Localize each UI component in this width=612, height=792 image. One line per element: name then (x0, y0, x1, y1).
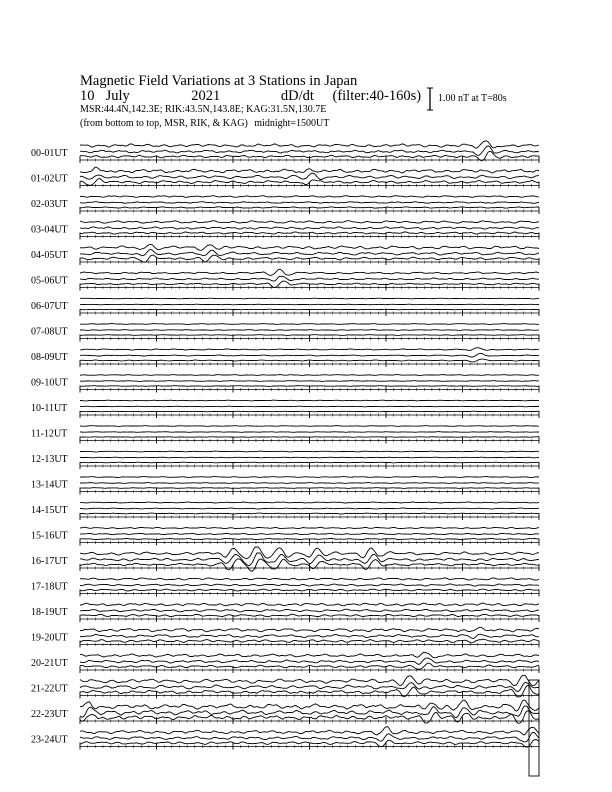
station-trace-kag (80, 196, 539, 198)
hour-label: 09-10UT (31, 377, 68, 389)
station-trace-rik (80, 406, 539, 407)
axis-ticks (80, 258, 539, 265)
axis-ticks (80, 309, 539, 316)
station-trace-rik (80, 483, 539, 484)
station-trace-kag (80, 269, 539, 275)
station-trace-kag (80, 603, 539, 606)
station-trace-kag (80, 167, 539, 173)
hour-row (31, 269, 539, 290)
station-trace-rik (80, 304, 539, 305)
chart-title: Magnetic Field Variations at 3 Stations in Japan (80, 73, 358, 89)
station-trace-rik (80, 227, 539, 230)
date-month: July (105, 88, 130, 104)
station-trace-rik (80, 609, 539, 612)
hour-label: 04-05UT (31, 250, 68, 261)
station-trace-kag (80, 547, 539, 559)
station-trace-rik (80, 202, 539, 204)
station-trace-kag (80, 502, 539, 503)
hour-label: 05-06UT (31, 275, 68, 287)
hour-row (31, 451, 539, 469)
axis-ticks (80, 717, 539, 724)
hour-row (31, 244, 539, 265)
axis-ticks (80, 513, 539, 520)
scale-label: 1.00 nT at T=80s (438, 93, 507, 104)
hour-label: 01-02UT (31, 173, 68, 185)
station-trace-kag (80, 141, 539, 148)
component-label: dD/dt (280, 88, 314, 104)
hour-label: 14-15UT (31, 505, 68, 516)
station-trace-kag (80, 578, 539, 580)
station-trace-kag (80, 221, 539, 224)
hour-label: 16-17UT (31, 556, 68, 567)
midnight-note: midnight=1500UT (254, 118, 330, 129)
station-trace-kag (80, 652, 539, 657)
station-trace-rik (80, 276, 539, 281)
date-year: 2021 (191, 88, 221, 104)
hour-label: 23-24UT (31, 734, 68, 746)
hour-row (31, 221, 539, 240)
station-trace-rik (80, 533, 539, 534)
station-trace-kag (80, 675, 539, 685)
station-trace-kag (80, 244, 539, 250)
hour-label: 03-04UT (31, 224, 68, 236)
hour-row (31, 727, 539, 750)
station-trace-rik (80, 173, 539, 179)
station-trace-kag (80, 348, 539, 351)
hour-row (31, 400, 539, 418)
hour-row (31, 547, 539, 571)
station-trace-rik (80, 249, 539, 255)
hour-label: 12-13UT (31, 454, 68, 465)
station-trace-rik (80, 353, 539, 357)
axis-ticks (80, 284, 539, 291)
hour-label: 18-19UT (31, 607, 68, 618)
hour-label: 22-23UT (31, 709, 68, 720)
hour-row (31, 603, 539, 622)
hour-row (31, 652, 539, 673)
scale-bar (427, 88, 433, 110)
hour-label: 10-11UT (31, 403, 68, 414)
station-trace-kag (80, 400, 539, 401)
axis-ticks (80, 590, 539, 597)
hour-label: 17-18UT (31, 581, 68, 593)
hour-label: 20-21UT (31, 658, 68, 669)
hour-label: 19-20UT (31, 632, 68, 644)
station-coordinates: MSR:44.4N,142.3E; RIK:43.5N,143.8E; KAG:31.5N,130.7E (80, 104, 327, 115)
hour-row (31, 700, 539, 724)
hour-row (31, 298, 539, 316)
station-trace-kag (80, 426, 539, 427)
hour-label: 00-01UT (31, 148, 68, 159)
station-trace-kag (80, 627, 539, 632)
station-trace-rik (80, 584, 539, 586)
hour-label: 08-09UT (31, 352, 68, 363)
axis-ticks (80, 692, 539, 699)
hour-row (31, 348, 539, 367)
hour-row (31, 141, 539, 163)
station-trace-kag (80, 477, 539, 478)
axis-ticks (80, 462, 539, 469)
station-trace-kag (80, 451, 539, 452)
hour-row (31, 578, 539, 597)
hour-row (31, 477, 539, 495)
station-trace-rik (80, 508, 539, 509)
order-note: (from bottom to top, MSR, RIK, & KAG) (80, 118, 248, 129)
station-trace-rik (80, 553, 539, 566)
station-trace-rik (80, 432, 539, 433)
station-trace-kag (80, 700, 539, 711)
station-trace-kag (80, 727, 539, 736)
hour-row (31, 426, 539, 444)
station-trace-rik (80, 732, 539, 742)
hour-label: 06-07UT (31, 301, 68, 312)
hour-row (31, 502, 539, 520)
axis-ticks (80, 641, 539, 648)
axis-ticks (80, 488, 539, 495)
hour-row (31, 196, 539, 214)
hour-label: 07-08UT (31, 326, 68, 338)
station-trace-kag (80, 527, 539, 529)
hour-row (31, 527, 539, 545)
station-trace-kag (80, 298, 539, 299)
hour-rows (31, 141, 539, 750)
station-trace-rik (80, 330, 539, 331)
hour-row (31, 675, 539, 698)
hour-label: 15-16UT (31, 530, 68, 542)
station-trace-rik (80, 381, 539, 382)
hour-label: 21-22UT (31, 683, 68, 695)
hour-label: 13-14UT (31, 479, 68, 491)
hour-label: 02-03UT (31, 199, 68, 210)
station-trace-rik (80, 658, 539, 664)
hour-row (31, 167, 539, 188)
hour-row (31, 324, 539, 342)
station-trace-kag (80, 375, 539, 376)
axis-ticks (80, 335, 539, 342)
hour-label: 11-12UT (31, 428, 68, 440)
hour-row (31, 627, 539, 647)
filter-label: (filter:40-160s) (332, 88, 422, 104)
hour-row (31, 375, 539, 393)
station-trace-rik (80, 146, 539, 156)
station-trace-rik (80, 457, 539, 458)
station-trace-rik (80, 634, 539, 638)
date-day: 10 (80, 88, 95, 104)
axis-ticks (80, 666, 539, 673)
station-trace-kag (80, 324, 539, 325)
